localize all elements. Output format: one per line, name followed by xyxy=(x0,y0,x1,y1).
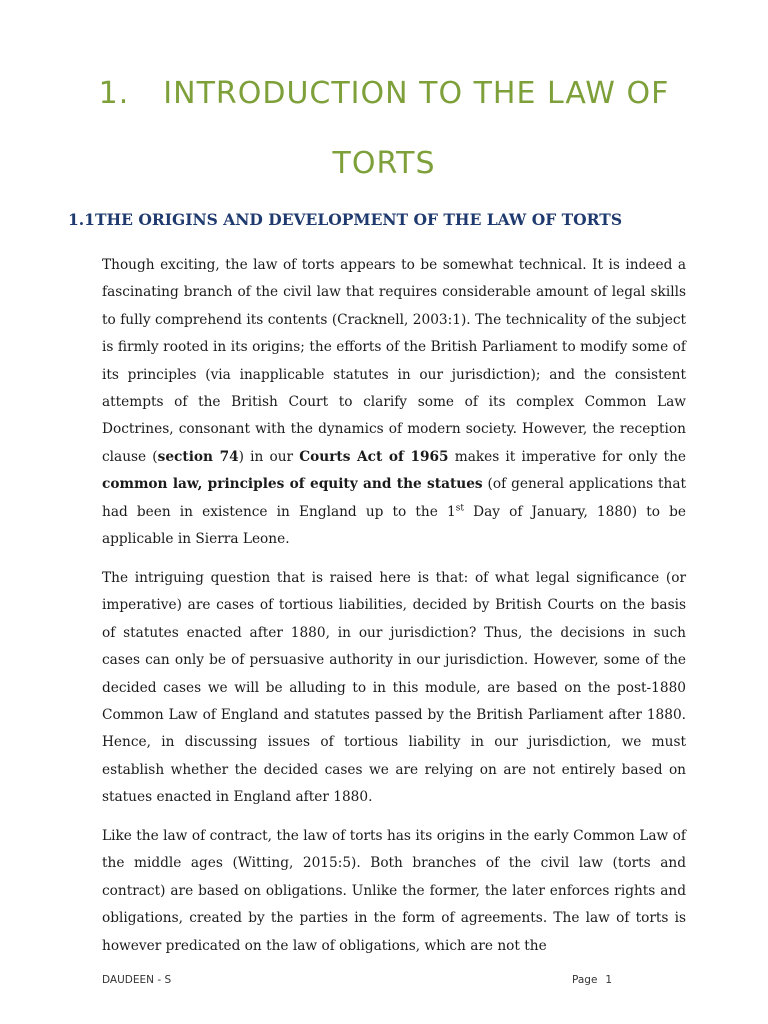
chapter-title-line-2 xyxy=(60,146,708,181)
paragraph-1-text-e: Day of January, 1880) to be applicable in Sierra Leone. xyxy=(102,503,686,548)
superscript-st: st xyxy=(455,503,464,514)
paragraph-2: The intriguing question that is raised here is that: of what legal significance (or imperative) are cases of tortious liabilities, decided by British Courts on the basis of statutes enacted after 1880, in our jurisdiction? Thus, the decisions in such cases can only be of persuasive authority in our jurisdiction. However, some of the decided cases we will be alluding to in this module, are based on the post-1880 Common Law of England and statutes passed by the British Parliament after 1880. Hence, in discussing issues of tortious liability in our jurisdiction, we must establish whether the decided cases we are relying on are not entirely based on statues enacted in England after 1880. xyxy=(102,570,686,806)
bold-section-74: section 74 xyxy=(157,448,239,465)
chapter-title-text: INTRODUCTION TO THE LAW OF xyxy=(163,76,670,111)
footer-page-label: Page xyxy=(572,974,598,986)
paragraph-3: Like the law of contract, the law of torts has its origins in the early Common Law of the middle ages (Witting, 2015:5). Both branches of the civil law (torts and contract) are based on obligations. Unlike the former, the later enforces rights and obligations, created by the parties in the form of agreements. The law of torts is however predicated on the law of obligations, which are not the xyxy=(102,828,686,954)
bold-common-law-equity: common law, principles of equity and the statues xyxy=(102,476,483,493)
bold-courts-act: Courts Act of 1965 xyxy=(299,448,449,465)
chapter-title-continuation: TORTS xyxy=(332,146,436,181)
footer-author: DAUDEEN - S xyxy=(102,974,172,986)
paragraph-1-text-b: ) in our xyxy=(238,448,300,465)
paragraph-1 xyxy=(102,252,686,553)
section-heading: 1.1THE ORIGINS AND DEVELOPMENT OF THE LAW OF TORTS xyxy=(68,210,623,229)
paragraph-1-text-d: (of general applications that had been in existence in England up to the 1 xyxy=(102,476,686,520)
chapter-number: 1. xyxy=(98,76,130,111)
paragraph-1-text-c: makes it imperative for only the xyxy=(448,448,687,465)
chapter-title-line-1 xyxy=(60,76,708,111)
footer-page xyxy=(572,974,612,986)
footer-page-number: 1 xyxy=(605,974,613,986)
paragraph-1-text-a: Though exciting, the law of torts appears to be somewhat technical. It is indeed a fascinating branch of the civil law that requires considerable amount of legal skills to fully comprehend its contents (Cracknell, 2003:1). The technicality of the subject is firmly rooted in its origins; the efforts of the British Parliament to modify some of its principles (via inapplicable statutes in our jurisdiction); and the consistent attempts of the British Court to clarify some of its complex Common Law Doctrines, consonant with the dynamics of modern society. However, the reception clause ( xyxy=(102,257,686,465)
